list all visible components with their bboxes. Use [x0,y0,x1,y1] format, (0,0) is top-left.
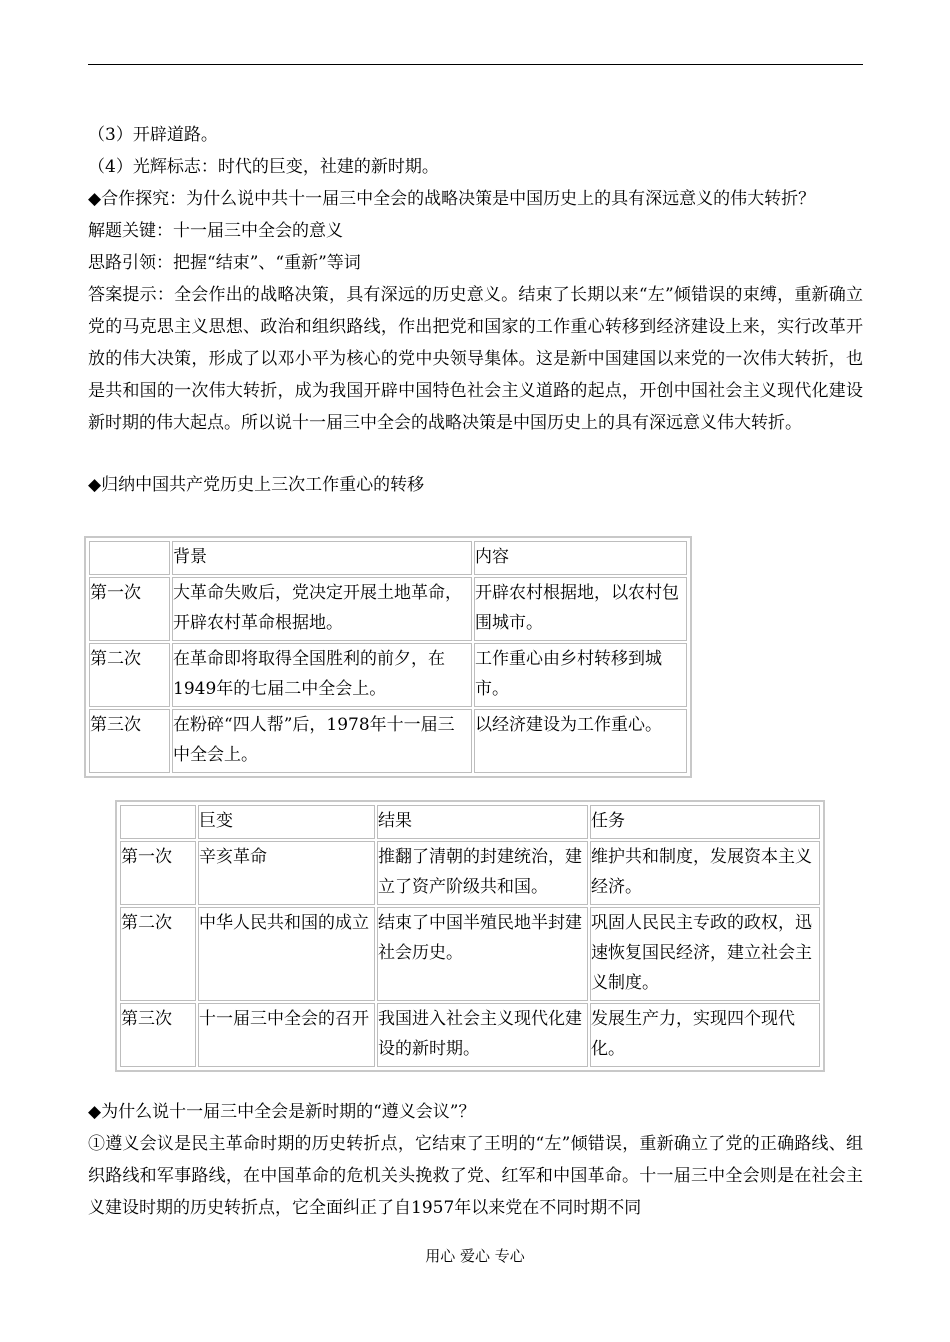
table-cell: 第一次 [89,577,170,641]
table-great-changes [115,800,825,1072]
table-cell: 第一次 [120,841,196,905]
table-cell: 维护共和制度，发展资本主义经济。 [590,841,820,905]
table-work-focus-shifts [84,536,692,778]
table-header-cell: 内容 [474,541,687,575]
table-cell: 在粉碎“四人帮”后，1978年十一届三中全会上。 [172,709,472,773]
table-row [120,841,820,905]
table-header-cell: 结果 [377,805,588,839]
table-cell [89,541,170,575]
table-cell: 在革命即将取得全国胜利的前夕，在1949年的七届二中全会上。 [172,643,472,707]
line-open-road: （3）开辟道路。 [88,125,218,145]
table-cell: 我国进入社会主义现代化建设的新时期。 [377,1003,588,1067]
table-header-cell: 巨变 [198,805,375,839]
table-row [120,805,820,839]
table-row [120,1003,820,1067]
page-footer: 用心 爱心 专心 [425,1247,525,1265]
header-rule [88,64,863,65]
section-heading-three-shifts: ◆归纳中国共产党历史上三次工作重心的转移 [88,475,425,495]
question-zunyi: ◆为什么说十一届三中全会是新时期的“遵义会议”？ [88,1102,476,1122]
table-cell: 大革命失败后，党决定开展土地革命，开辟农村革命根据地。 [172,577,472,641]
table-header-cell: 背景 [172,541,472,575]
table-cell: 结束了中国半殖民地半封建社会历史。 [377,907,588,1001]
answer-zunyi: ①遵义会议是民主革命时期的历史转折点，它结束了王明的“左”倾错误，重新确立了党的正确路线、组织路线和军事路线，在中国革命的危机关头挽救了党、红军和中国革命。十一届三中全会则是在社会主义建设时期的历史转折点，它全面纠正了自1957年以来党在不同时期不同 [88,1134,863,1218]
table-cell: 第三次 [120,1003,196,1067]
table-row [89,643,687,707]
line-thinking-guide: 思路引领：把握“结束”、“重新”等词 [88,253,361,273]
question-cooperative-inquiry: ◆合作探究：为什么说中共十一届三中全会的战略决策是中国历史上的具有深远意义的伟大转折？ [88,189,816,209]
line-key-point: 解题关键：十一届三中全会的意义 [88,221,343,241]
table-cell: 第二次 [89,643,170,707]
table-cell: 开辟农村根据地，以农村包围城市。 [474,577,687,641]
table-row [89,709,687,773]
table-cell: 以经济建设为工作重心。 [474,709,687,773]
zunyi-section [88,1096,863,1224]
table-cell: 发展生产力，实现四个现代化。 [590,1003,820,1067]
table-header-cell: 任务 [590,805,820,839]
line-glorious-sign: （4）光辉标志：时代的巨变，社建的新时期。 [88,157,439,177]
table-cell: 推翻了清朝的封建统治，建立了资产阶级共和国。 [377,841,588,905]
answer-hint: 答案提示：全会作出的战略决策，具有深远的历史意义。结束了长期以来“左”倾错误的束缚，重新确立党的马克思主义思想、政治和组织路线，作出把党和国家的工作重心转移到经济建设上来，实行改革开放的伟大决策，形成了以邓小平为核心的党中央领导集体。这是新中国建国以来党的一次伟大转折，也是共和国的一次伟大转折，成为我国开辟中国特色社会主义道路的起点，开创中国社会主义现代化建设新时期的伟大起点。所以说十一届三中全会的战略决策是中国历史上的具有深远意义伟大转折。 [88,285,863,433]
page-body [88,119,863,501]
table-cell: 工作重心由乡村转移到城市。 [474,643,687,707]
table-row [120,907,820,1001]
table-cell: 第二次 [120,907,196,1001]
table-cell: 十一届三中全会的召开 [198,1003,375,1067]
table-row [89,577,687,641]
table-cell: 巩固人民民主专政的政权，迅速恢复国民经济，建立社会主义制度。 [590,907,820,1001]
table-cell [120,805,196,839]
table-row [89,541,687,575]
table-cell: 辛亥革命 [198,841,375,905]
table-cell: 中华人民共和国的成立 [198,907,375,1001]
table-cell: 第三次 [89,709,170,773]
